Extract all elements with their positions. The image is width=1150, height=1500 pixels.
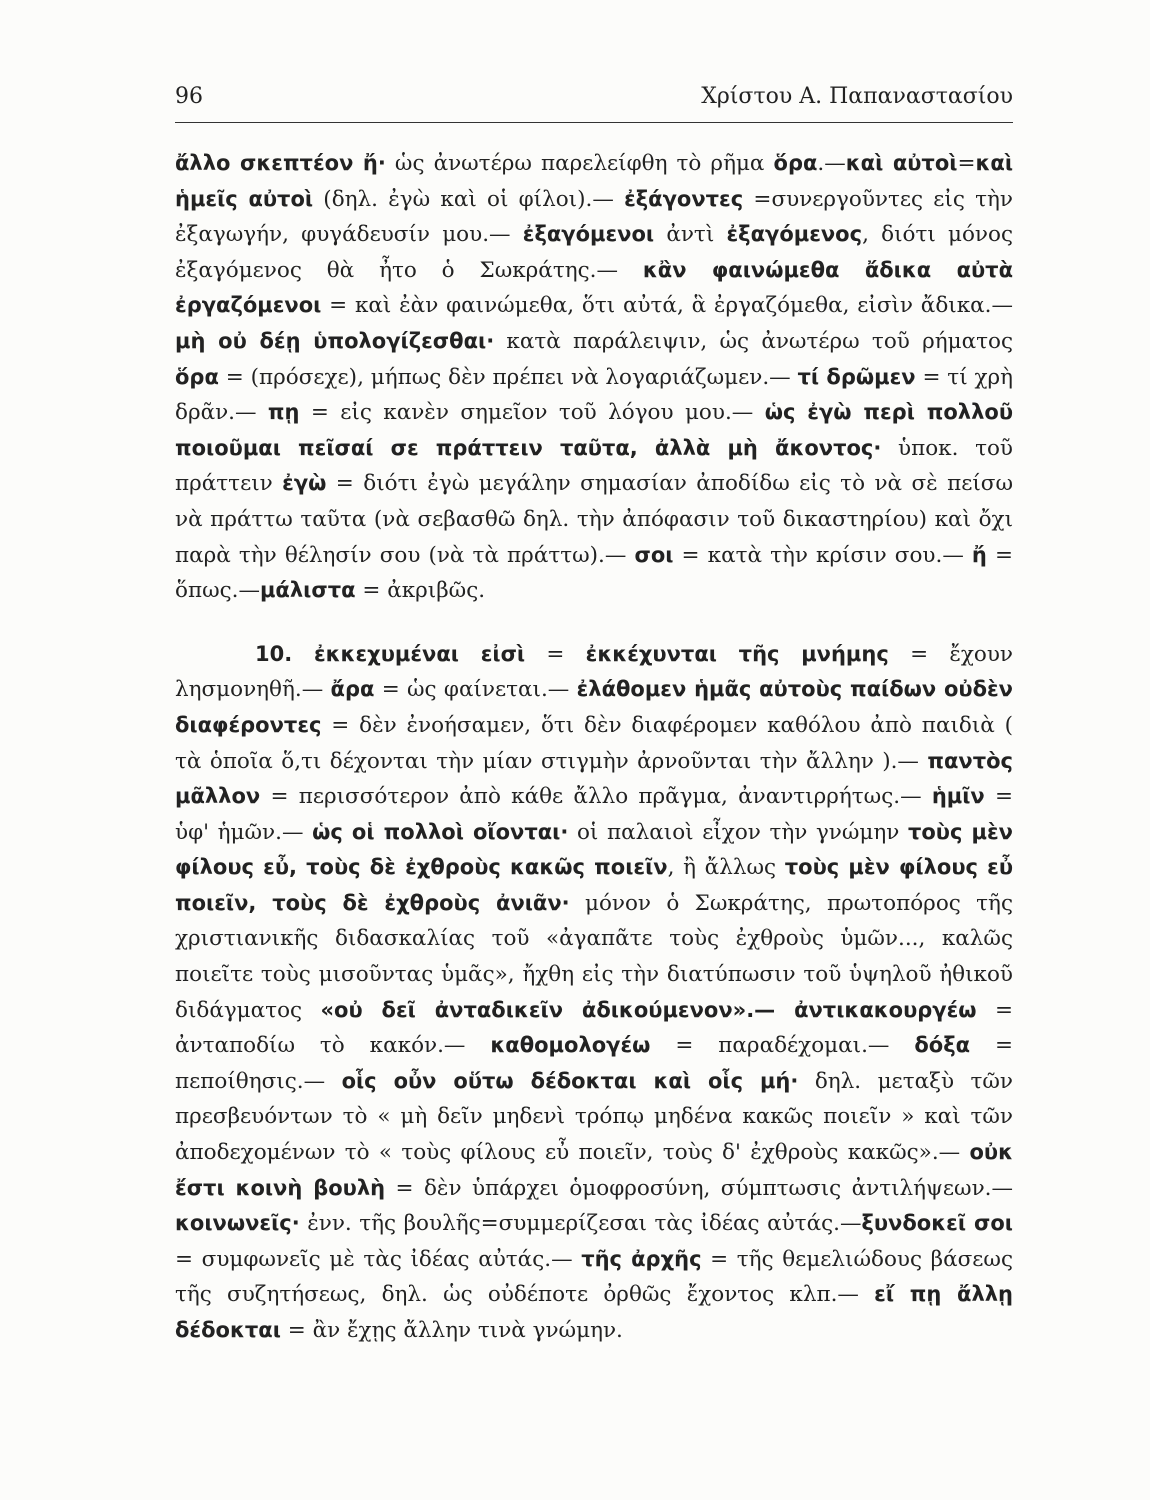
- commentary-text: = διότι ἐγὼ μεγάλην σημασίαν ἀποδίδω εἰς τὸ νὰ σὲ πείσω νὰ πράττω ταῦτα (νὰ σεβασθῶ δηλ. τὴν ἀπόφασιν τοῦ δικαστηρίου) καὶ ὄχι παρὰ τὴν θέλησίν σου (νὰ τὰ πράττω).—: [175, 471, 1013, 568]
- lemma-term: πῃ: [267, 400, 300, 425]
- paragraph-1: [175, 146, 1013, 609]
- commentary-text: ἐνν. τῆς βουλῆς=συμμερίζεσαι τὰς ἰδέας αὐτάς.—: [299, 1211, 862, 1237]
- commentary-text: =: [525, 641, 586, 667]
- commentary-text: μόνον ὁ Σωκράτης, πρωτοπόρος τῆς χριστιανικῆς διδασκαλίας τοῦ «ἀγαπᾶτε τοὺς ἐχθροὺς ὑμῶν..., καλῶς ποιεῖτε τοὺς μισοῦντας ὑμᾶς», ἤχθη εἰς τὴν διατύπωσιν τοῦ ὑψηλοῦ ἠθικοῦ διδάγματος: [175, 890, 1013, 1023]
- lemma-term: καὶ ἡμεῖς αὐτοὶ: [175, 151, 1013, 211]
- commentary-text: = τῆς θεμελιώδους βάσεως τῆς συζητήσεως, δηλ. ὡς οὐδέποτε ὀρθῶς ἔχοντος κλπ.—: [175, 1246, 1013, 1308]
- commentary-text: = παραδέχομαι.—: [650, 1033, 915, 1059]
- commentary-text: = τί χρὴ δρᾶν.—: [175, 364, 1014, 426]
- commentary-text: = κατὰ τὴν κρίσιν σου.—: [673, 542, 972, 568]
- commentary-text: = ἂν ἔχῃς ἄλλην τινὰ γνώμην.: [280, 1318, 623, 1343]
- commentary-text: = εἰς κανὲν σημεῖον τοῦ λόγου μου.—: [299, 400, 765, 426]
- lemma-term: οἷς οὖν οὕτω δέδοκται καὶ οἷς μή·: [341, 1068, 799, 1093]
- commentary-text: = δὲν ἐνοήσαμεν, ὅτι δὲν διαφέρομεν καθόλου ἀπὸ παιδιὰ ( τὰ ὁποῖα ὅ,τι δέχονται τὴν μίαν στιγμὴν ἀρνοῦνται τὴν ἄλλην ).—: [175, 712, 1013, 774]
- lemma-term: ἐκκέχυνται τῆς μνήμης: [585, 641, 889, 666]
- body-text: [175, 146, 1013, 1349]
- commentary-text: = ὅπως.—: [175, 542, 1013, 604]
- lemma-term: ὅρα: [773, 151, 818, 175]
- lemma-term: ὡς οἱ πολλοὶ οἴονται·: [312, 819, 569, 844]
- page-header: [175, 84, 1013, 118]
- lemma-term: τοὺς μὲν φίλους εὖ ποιεῖν, τοὺς δὲ ἐχθροὺς ἀνιᾶν·: [175, 855, 1013, 915]
- lemma-term: δόξα: [914, 1033, 971, 1058]
- lemma-term: παντὸς μᾶλλον: [175, 748, 1013, 809]
- commentary-text: =συνεργοῦντες εἰς τὴν ἐξαγωγήν, φυγάδευσίν μου.—: [175, 186, 1013, 248]
- header-rule: [175, 122, 1013, 123]
- lemma-term: ἡμῖν: [931, 784, 985, 809]
- lemma-term: καθομολογέω: [490, 1033, 651, 1058]
- lemma-term: μάλιστα: [259, 578, 356, 603]
- page-number: 96: [175, 84, 203, 109]
- commentary-text: , ἢ ἄλλως: [667, 855, 785, 881]
- commentary-text: = ἀνταποδίω τὸ κακόν.—: [175, 997, 1013, 1059]
- commentary-text: =: [957, 151, 976, 176]
- lemma-term: τῆς ἀρχῆς: [581, 1246, 702, 1271]
- commentary-text: = ὑφ' ἡμῶν.—: [175, 784, 1013, 845]
- commentary-text: οἱ παλαιοὶ εἶχον τὴν γνώμην: [568, 819, 908, 845]
- lemma-term: ὡς ἐγὼ περὶ πολλοῦ ποιοῦμαι πεῖσαί σε πράττειν ταῦτα, ἀλλὰ μὴ ἄκοντος·: [175, 400, 1013, 460]
- lemma-term: σοι: [634, 542, 674, 567]
- commentary-text: κατὰ παράλειψιν, ὡς ἀνωτέρω τοῦ ρήματος: [494, 328, 1013, 354]
- commentary-text: = καὶ ἐὰν φαινώμεθα, ὅτι αὐτά, ἃ ἐργαζόμεθα, εἰσὶν ἄδικα.—: [321, 293, 1013, 319]
- commentary-text: ὡς ἀνωτέρω παρελείφθη τὸ ρῆμα: [385, 151, 774, 176]
- lemma-term: εἴ πῃ ἄλλῃ δέδοκται: [175, 1282, 1013, 1342]
- lemma-term: ἐξάγοντες: [624, 186, 744, 211]
- lemma-term: καὶ αὐτοὶ: [845, 151, 958, 175]
- lemma-term: μὴ οὐ δέῃ ὑπολογίζεσθαι·: [175, 328, 495, 353]
- lemma-term: οὐκ ἔστι κοινὴ βουλὴ: [175, 1140, 1013, 1200]
- running-title: Χρίστου Α. Παπαναστασίου: [701, 84, 1013, 109]
- lemma-term: ἄρα: [330, 677, 375, 702]
- commentary-text: = ὡς φαίνεται.—: [374, 677, 577, 703]
- commentary-text: , διότι μόνος ἐξαγόμενος θὰ ἦτο ὁ Σωκράτης.—: [175, 222, 1013, 283]
- lemma-term: κοινωνεῖς·: [175, 1211, 300, 1236]
- commentary-text: δηλ. μεταξὺ τῶν πρεσβευόντων τὸ « μὴ δεῖν μηδενὶ τρόπῳ μηδένα κακῶς ποιεῖν » καὶ τῶν ἀποδεχομένων τὸ « τοὺς φίλους εὖ ποιεῖν, τοὺς δ' ἐχθροὺς κακῶς».—: [175, 1068, 1013, 1166]
- lemma-term: τί δρῶμεν: [797, 364, 916, 389]
- commentary-text: = ἔχουν λησμονηθῆ.—: [175, 641, 1014, 703]
- lemma-term: ἤ: [971, 542, 987, 567]
- commentary-text: (δηλ. ἐγὼ καὶ οἱ φίλοι).—: [313, 186, 625, 212]
- lemma-term: ἄλλο σκεπτέον ἤ·: [175, 151, 386, 175]
- lemma-term: ἐξαγόμενος: [726, 222, 863, 247]
- lemma-term: τοὺς μὲν φίλους εὖ, τοὺς δὲ ἐχθροὺς κακῶς ποιεῖν: [175, 819, 1013, 880]
- lemma-term: ἐγὼ: [282, 471, 327, 496]
- lemma-term: «οὐ δεῖ ἀνταδικεῖν ἀδικούμενον».— ἀντικακουργέω: [320, 997, 977, 1022]
- commentary-text: ὑποκ. τοῦ πράττειν: [175, 435, 1013, 497]
- commentary-text: = (πρόσεχε), μήπως δὲν πρέπει νὰ λογαριάζωμεν.—: [218, 364, 798, 390]
- commentary-text: = πεποίθησις.—: [175, 1033, 1013, 1094]
- commentary-text: = δὲν ὑπάρχει ὁμοφροσύνη, σύμπτωσις ἀντιλήψεων.—: [385, 1175, 1013, 1201]
- commentary-text: = συμφωνεῖς μὲ τὰς ἰδέας αὐτάς.—: [175, 1246, 582, 1272]
- commentary-text: .—: [817, 151, 846, 176]
- lemma-term: ἐξαγόμενοι: [522, 222, 655, 247]
- lemma-term: ὅρα: [175, 364, 219, 389]
- commentary-text: = ἀκριβῶς.: [355, 578, 486, 604]
- lemma-term: 10. ἐκκεχυμέναι εἰσὶ: [255, 641, 526, 666]
- lemma-term: ξυνδοκεῖ σοι: [861, 1211, 1013, 1236]
- commentary-text: ἀντὶ: [654, 222, 727, 248]
- lemma-term: κἂν φαινώμεθα ἄδικα αὐτὰ ἐργαζόμενοι: [175, 257, 1014, 318]
- lemma-term: ἐλάθομεν ἡμᾶς αὐτοὺς παίδων οὐδὲν διαφέροντες: [175, 677, 1013, 737]
- commentary-text: = περισσότερον ἀπὸ κάθε ἄλλο πρᾶγμα, ἀναντιρρήτως.—: [260, 784, 932, 810]
- paragraph-2: [175, 637, 1013, 1349]
